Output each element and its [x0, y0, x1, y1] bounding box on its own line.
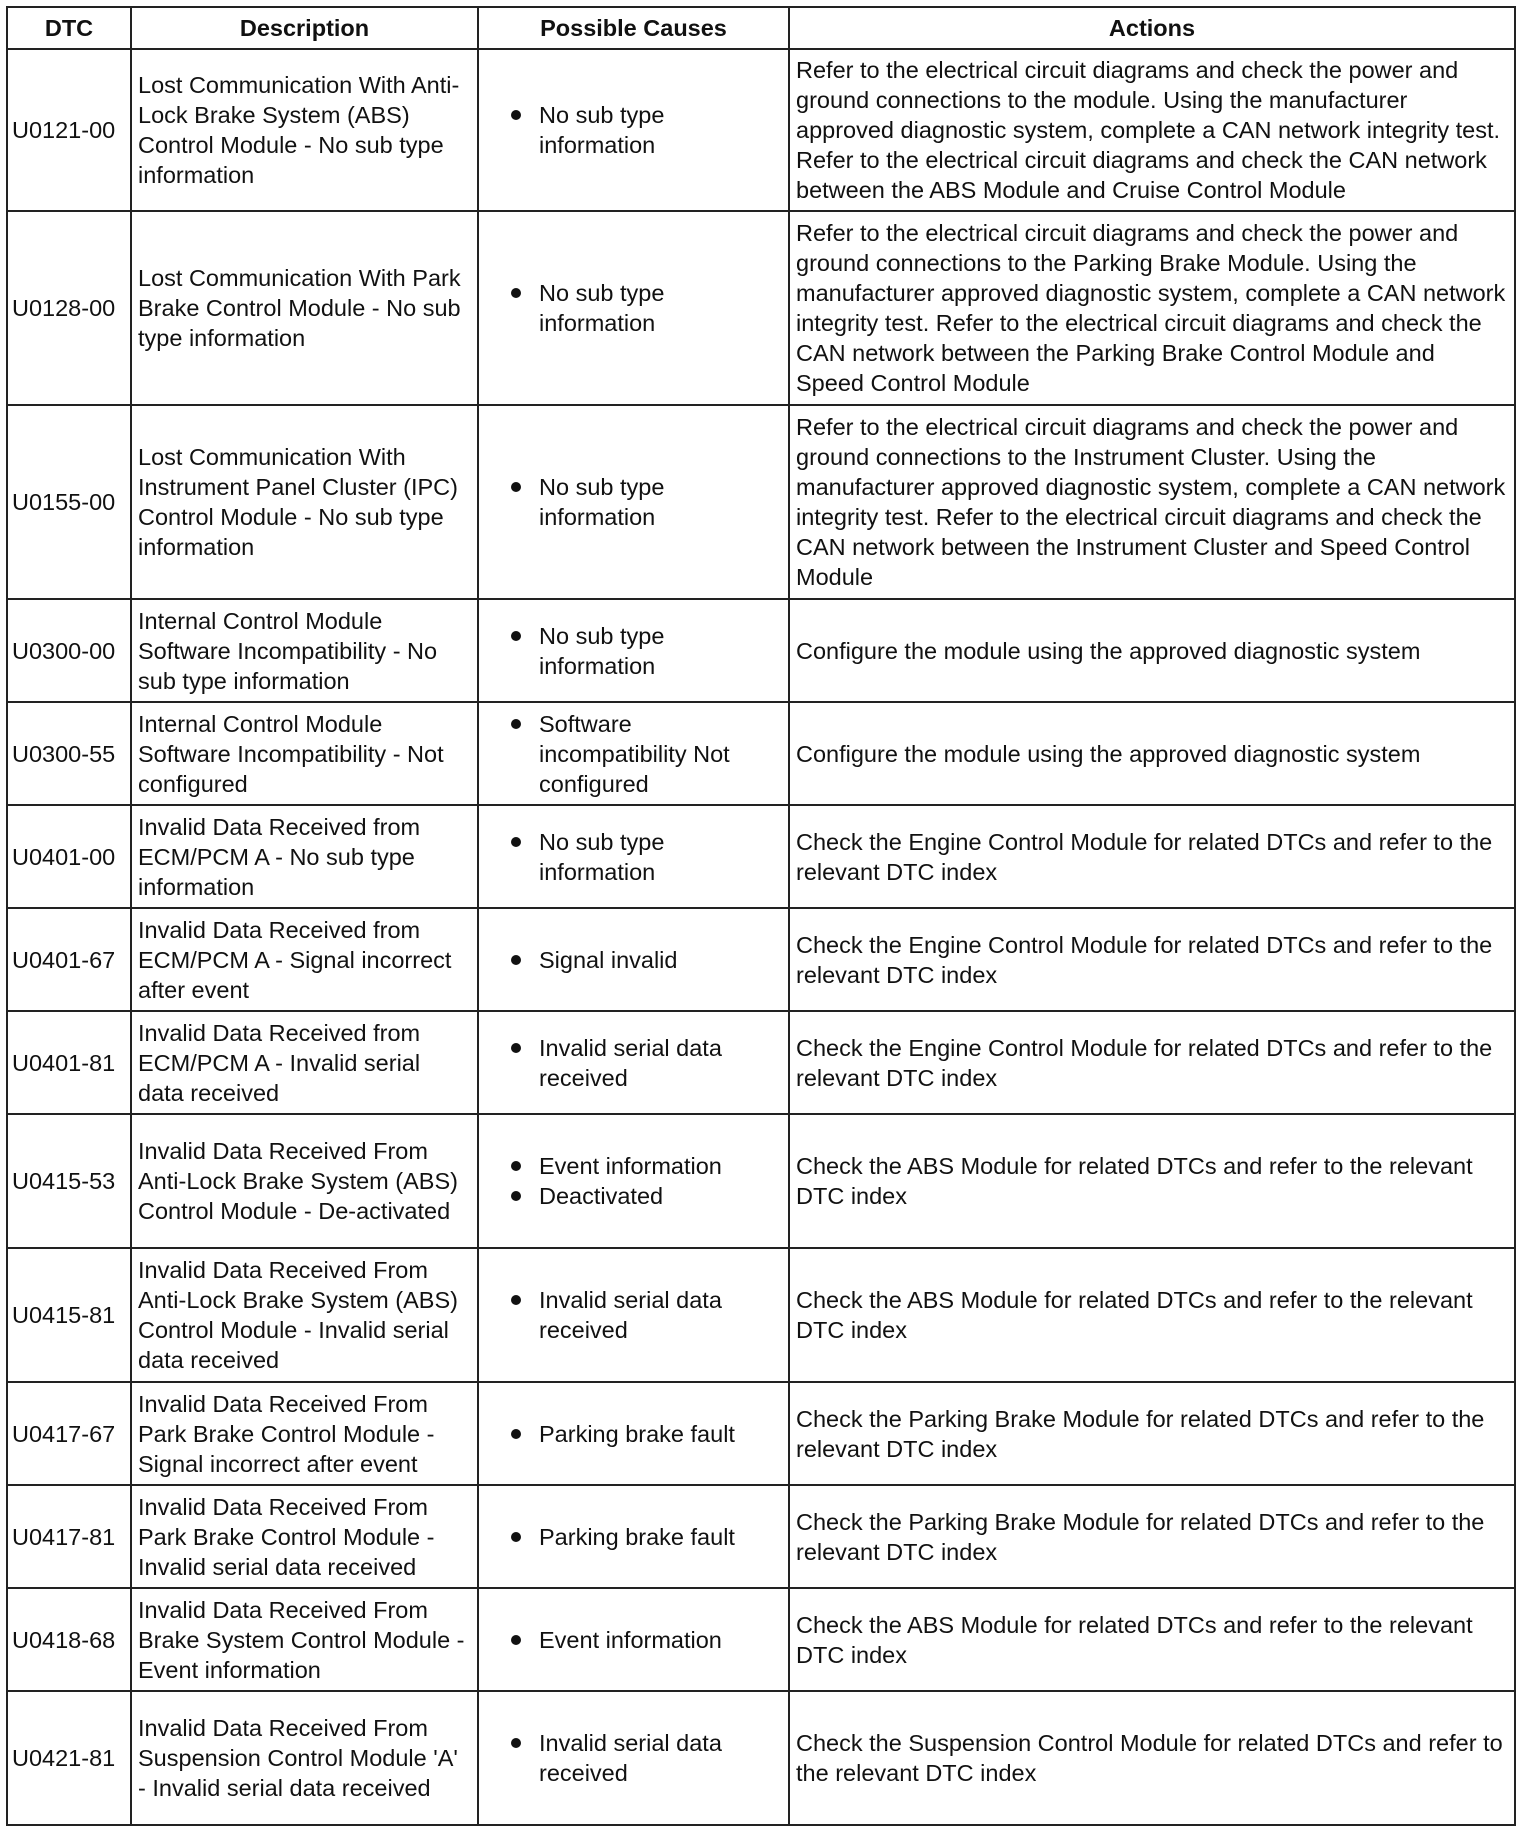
possible-causes-list [485, 1728, 782, 1788]
dtc-actions: Configure the module using the approved diagnostic system [789, 702, 1515, 805]
possible-cause-item: No sub type information [507, 827, 782, 887]
dtc-code: U0421-81 [7, 1691, 131, 1825]
possible-causes-list [485, 945, 782, 975]
table-row [7, 1485, 1515, 1588]
possible-causes-list [485, 278, 782, 338]
possible-causes-cell [478, 1011, 789, 1114]
dtc-description: Invalid Data Received From Brake System Control Module - Event information [131, 1588, 478, 1691]
possible-cause-item: Event information [507, 1625, 782, 1655]
dtc-actions: Check the Engine Control Module for related DTCs and refer to the relevant DTC index [789, 1011, 1515, 1114]
possible-causes-list [485, 472, 782, 532]
dtc-actions: Refer to the electrical circuit diagrams and check the power and ground connections to the module. Using the manufacturer approved diagnostic system, complete a CAN network integrity test. Refer to the electrical circuit diagrams and check the CAN network between the ABS Module and Cruise Control Module [789, 49, 1515, 211]
dtc-actions: Check the ABS Module for related DTCs and refer to the relevant DTC index [789, 1588, 1515, 1691]
possible-cause-item: Signal invalid [507, 945, 782, 975]
possible-causes-list [485, 1285, 782, 1345]
possible-cause-item: No sub type information [507, 472, 782, 532]
dtc-code: U0401-00 [7, 805, 131, 908]
header-possible-causes: Possible Causes [478, 7, 789, 49]
dtc-code: U0155-00 [7, 405, 131, 599]
dtc-code: U0128-00 [7, 211, 131, 405]
possible-cause-item: Parking brake fault [507, 1419, 782, 1449]
dtc-code: U0417-67 [7, 1382, 131, 1485]
table-row [7, 1011, 1515, 1114]
dtc-description: Lost Communication With Park Brake Control Module - No sub type information [131, 211, 478, 405]
dtc-code: U0300-55 [7, 702, 131, 805]
possible-causes-cell [478, 405, 789, 599]
dtc-code: U0415-81 [7, 1248, 131, 1382]
dtc-table [6, 6, 1516, 1826]
dtc-description: Invalid Data Received From Suspension Control Module 'A' - Invalid serial data received [131, 1691, 478, 1825]
header-row [7, 7, 1515, 49]
possible-causes-list [485, 100, 782, 160]
dtc-description: Invalid Data Received from ECM/PCM A - No sub type information [131, 805, 478, 908]
possible-causes-list [485, 1625, 782, 1655]
possible-cause-item: No sub type information [507, 100, 782, 160]
dtc-description: Invalid Data Received from ECM/PCM A - Signal incorrect after event [131, 908, 478, 1011]
possible-causes-list [485, 1151, 782, 1211]
dtc-table-container [6, 6, 1514, 1812]
possible-causes-cell [478, 599, 789, 702]
dtc-description: Invalid Data Received From Park Brake Control Module - Invalid serial data received [131, 1485, 478, 1588]
possible-causes-list [485, 1033, 782, 1093]
table-row [7, 211, 1515, 405]
table-row [7, 1382, 1515, 1485]
table-body [7, 49, 1515, 1825]
header-actions: Actions [789, 7, 1515, 49]
possible-causes-cell [478, 1485, 789, 1588]
possible-causes-cell [478, 805, 789, 908]
dtc-actions: Check the Parking Brake Module for related DTCs and refer to the relevant DTC index [789, 1382, 1515, 1485]
dtc-actions: Check the Engine Control Module for related DTCs and refer to the relevant DTC index [789, 805, 1515, 908]
dtc-description: Lost Communication With Instrument Panel Cluster (IPC) Control Module - No sub type information [131, 405, 478, 599]
possible-cause-item: Deactivated [507, 1181, 782, 1211]
table-row [7, 702, 1515, 805]
possible-cause-item: Invalid serial data received [507, 1285, 782, 1345]
table-row [7, 49, 1515, 211]
table-row [7, 1114, 1515, 1248]
possible-causes-list [485, 1419, 782, 1449]
header-dtc: DTC [7, 7, 131, 49]
possible-causes-cell [478, 1588, 789, 1691]
dtc-code: U0417-81 [7, 1485, 131, 1588]
possible-causes-list [485, 709, 782, 799]
header-description: Description [131, 7, 478, 49]
possible-cause-item: Event information [507, 1151, 782, 1181]
dtc-actions: Configure the module using the approved diagnostic system [789, 599, 1515, 702]
possible-causes-cell [478, 1382, 789, 1485]
possible-cause-item: No sub type information [507, 278, 782, 338]
table-row [7, 405, 1515, 599]
possible-causes-list [485, 827, 782, 887]
dtc-description: Invalid Data Received From Park Brake Control Module - Signal incorrect after event [131, 1382, 478, 1485]
table-row [7, 805, 1515, 908]
dtc-code: U0415-53 [7, 1114, 131, 1248]
dtc-description: Invalid Data Received From Anti-Lock Brake System (ABS) Control Module - Invalid serial data received [131, 1248, 478, 1382]
possible-cause-item: Parking brake fault [507, 1522, 782, 1552]
dtc-code: U0300-00 [7, 599, 131, 702]
dtc-actions: Check the Suspension Control Module for related DTCs and refer to the relevant DTC index [789, 1691, 1515, 1825]
dtc-actions: Check the ABS Module for related DTCs and refer to the relevant DTC index [789, 1114, 1515, 1248]
dtc-code: U0401-67 [7, 908, 131, 1011]
possible-causes-cell [478, 1248, 789, 1382]
possible-cause-item: Invalid serial data received [507, 1033, 782, 1093]
possible-causes-cell [478, 908, 789, 1011]
dtc-actions: Check the Parking Brake Module for related DTCs and refer to the relevant DTC index [789, 1485, 1515, 1588]
possible-cause-item: No sub type information [507, 621, 782, 681]
table-row [7, 1691, 1515, 1825]
table-row [7, 1588, 1515, 1691]
dtc-code: U0401-81 [7, 1011, 131, 1114]
dtc-description: Invalid Data Received From Anti-Lock Brake System (ABS) Control Module - De-activated [131, 1114, 478, 1248]
possible-cause-item: Software incompatibility Not configured [507, 709, 782, 799]
dtc-description: Lost Communication With Anti-Lock Brake System (ABS) Control Module - No sub type information [131, 49, 478, 211]
possible-causes-cell [478, 211, 789, 405]
dtc-code: U0121-00 [7, 49, 131, 211]
dtc-actions: Check the ABS Module for related DTCs and refer to the relevant DTC index [789, 1248, 1515, 1382]
dtc-actions: Refer to the electrical circuit diagrams and check the power and ground connections to the Instrument Cluster. Using the manufacturer approved diagnostic system, complete a CAN network integrity test. Refer to the electrical circuit diagrams and check the CAN network between the Instrument Cluster and Speed Control Module [789, 405, 1515, 599]
dtc-actions: Refer to the electrical circuit diagrams and check the power and ground connections to the Parking Brake Module. Using the manufacturer approved diagnostic system, complete a CAN network integrity test. Refer to the electrical circuit diagrams and check the CAN network between the Parking Brake Control Module and Speed Control Module [789, 211, 1515, 405]
possible-causes-cell [478, 702, 789, 805]
possible-causes-list [485, 1522, 782, 1552]
possible-causes-cell [478, 49, 789, 211]
table-row [7, 1248, 1515, 1382]
possible-causes-list [485, 621, 782, 681]
dtc-description: Internal Control Module Software Incompatibility - Not configured [131, 702, 478, 805]
table-row [7, 599, 1515, 702]
dtc-description: Invalid Data Received from ECM/PCM A - Invalid serial data received [131, 1011, 478, 1114]
dtc-description: Internal Control Module Software Incompatibility - No sub type information [131, 599, 478, 702]
possible-cause-item: Invalid serial data received [507, 1728, 782, 1788]
dtc-code: U0418-68 [7, 1588, 131, 1691]
dtc-actions: Check the Engine Control Module for related DTCs and refer to the relevant DTC index [789, 908, 1515, 1011]
possible-causes-cell [478, 1691, 789, 1825]
table-row [7, 908, 1515, 1011]
possible-causes-cell [478, 1114, 789, 1248]
